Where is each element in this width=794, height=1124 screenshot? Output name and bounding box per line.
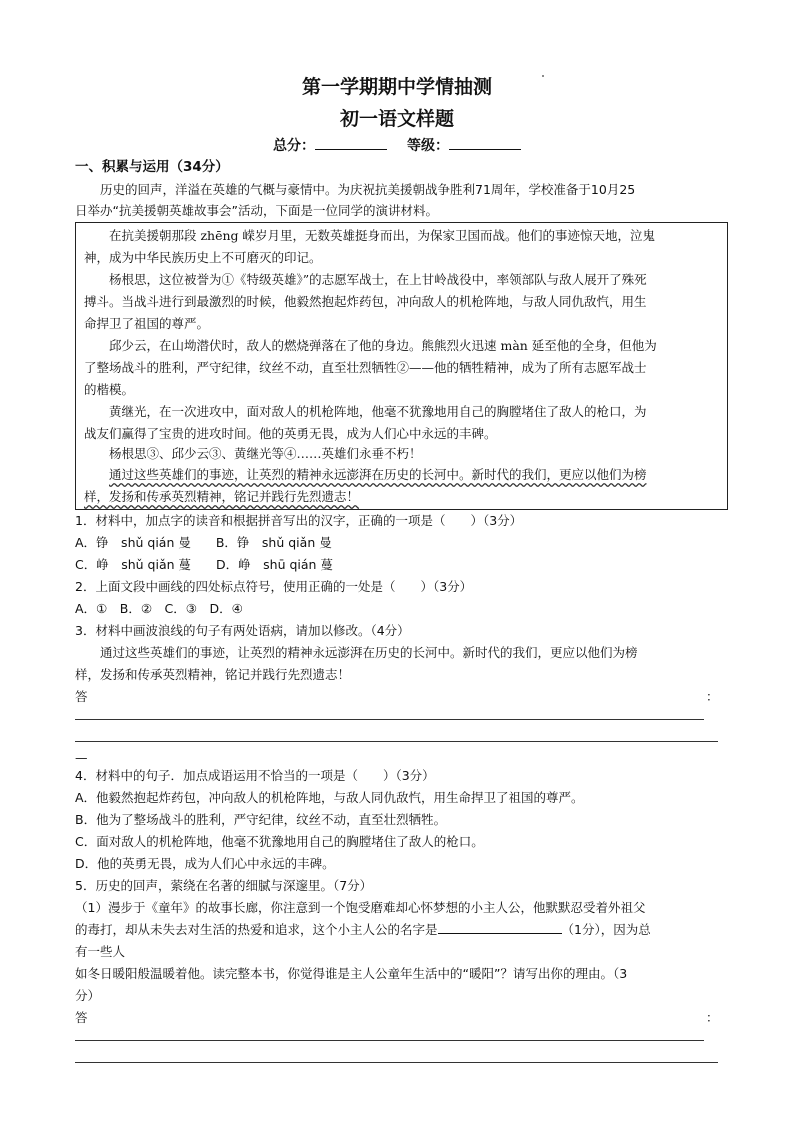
- material-line: 邱少云，在山坳潜伏时，敌人的燃烧弹落在了他的身边。熊熊烈火迅速 màn 延至他的全身，但他为: [109, 338, 657, 353]
- question-4-option-d: D．他的英勇无畏，成为人们心中永远的丰碑。: [75, 856, 335, 871]
- answer-line[interactable]: [75, 719, 704, 720]
- answer-colon: ：: [706, 689, 719, 704]
- question-5-part1-line2: [75, 920, 651, 940]
- question-2-options: A．① B．② C．③ D．④: [75, 601, 243, 616]
- material-line: 黄继光，在一次进攻中，面对敌人的机枪阵地，他毫不犹豫地用自己的胸膛堵住了敌人的枪口，为: [109, 404, 647, 419]
- question-5-part1-line3: 有一些人: [75, 944, 126, 959]
- answer-colon: ：: [706, 1010, 719, 1025]
- material-line: 的楷模。: [84, 382, 135, 397]
- question-5: 5．历史的回声，萦绕在名著的细腻与深邃里。（7分）: [75, 878, 373, 893]
- answer-line[interactable]: [75, 1040, 704, 1041]
- grade-blank[interactable]: [449, 137, 521, 150]
- question-3: 3．材料中画波浪线的句子有两处语病，请加以修改。（4分）: [75, 623, 410, 638]
- question-4-option-a: A．他毅然抱起炸药包，冲向敌人的机枪阵地，与敌人同仇敌忾，用生命捍卫了祖国的尊严。: [75, 790, 584, 805]
- material-line-wavy: 通过这些英雄们的事迹，让英烈的精神永远澎湃在历史的长河中。新时代的我们，更应以他们为榜: [109, 467, 647, 482]
- material-line: 杨根思③、邱少云③、黄继光等④……英雄们永垂不朽！: [109, 446, 422, 461]
- exam-subtitle: 初一语文样题: [339, 108, 454, 130]
- q5-text-before-blank: 的毒打，却从未失去对生活的热爱和追求，这个小主人公的名字是: [75, 922, 438, 937]
- answer-line[interactable]: [75, 741, 718, 742]
- total-score-label: 总分：: [273, 138, 315, 154]
- grade-label: 等级：: [407, 138, 449, 154]
- q5-text-after-blank: （1分），因为总: [561, 922, 651, 937]
- question-5-part1-line1: （1）漫步于《童年》的故事长廊，你注意到一个饱受磨难却心怀梦想的小主人公，他默默忍受着外祖父: [75, 900, 646, 915]
- answer-dash: —: [75, 750, 88, 765]
- material-line: 神，成为中华民族历史上不可磨灭的印记。: [84, 250, 322, 265]
- material-line: 命捍卫了祖国的尊严。: [84, 316, 210, 331]
- question-2: 2．上面文段中画线的四处标点符号，使用正确的一处是（ ）（3分）: [75, 579, 473, 594]
- material-line: 杨根思，这位被誉为①《特级英雄》”的志愿军战士，在上甘岭战役中，率领部队与敌人展开了殊死: [109, 272, 647, 287]
- question-5-part1-line4: 如冬日暖阳般温暖着他。读完整本书，你觉得谁是主人公童年生活中的“暖阳”？请写出你的理由。（3: [75, 966, 628, 981]
- intro-line-2: 日举办“抗美援朝英雄故事会”活动，下面是一位同学的演讲材料。: [75, 203, 438, 218]
- material-line: 战友们赢得了宝贵的进攻时间。他的英勇无畏，成为人们心中永远的丰碑。: [84, 426, 497, 441]
- question-1-options-ab: A．铮 shǔ qián 曼 B．铮 shǔ qiǎn 曼: [75, 535, 332, 550]
- total-score-blank[interactable]: [315, 137, 387, 150]
- exam-title: 第一学期期中学情抽测: [301, 76, 492, 98]
- answer-line[interactable]: [75, 1062, 718, 1063]
- score-line: [0, 135, 794, 155]
- section-heading: 一、积累与运用（34分）: [75, 159, 229, 175]
- question-4-option-b: B．他为了整场战斗的胜利，严守纪律，纹丝不动，直至壮烈牺牲。: [75, 812, 447, 827]
- material-line: 搏斗。当战斗进行到最激烈的时候，他毅然抱起炸药包，冲向敌人的机枪阵地，与敌人同仇敌忾，用生: [84, 294, 647, 309]
- question-1: 1．材料中，加点字的读音和根据拼音写出的汉字，正确的一项是（ ）（3分）: [75, 513, 523, 528]
- question-5-part1-line5: 分）: [75, 988, 101, 1003]
- name-fill-blank[interactable]: [438, 921, 562, 934]
- question-3-quote-2: 样，发扬和传承英烈精神，铭记并践行先烈遗志！: [75, 667, 351, 682]
- answer-label: 答: [75, 689, 88, 704]
- answer-label: 答: [75, 1010, 88, 1025]
- material-line-wavy: 样，发扬和传承英烈精神，铭记并践行先烈遗志！: [84, 489, 360, 504]
- material-line: 在抗美援朝那段 zhēng 嵘岁月里，无数英雄挺身而出，为保家卫国而战。他们的事迹惊天地，泣鬼: [109, 228, 656, 243]
- question-4-option-c: C．面对敌人的机枪阵地，他毫不犹豫地用自己的胸膛堵住了敌人的枪口。: [75, 834, 484, 849]
- question-3-quote-1: 通过这些英雄们的事迹，让英烈的精神永远澎湃在历史的长河中。新时代的我们，更应以他们为榜: [100, 645, 638, 660]
- material-box: [75, 222, 728, 510]
- material-line: 了整场战斗的胜利，严守纪律，纹丝不动，直至壮烈牺牲②——他的牺牲精神，成为了所有志愿军战士: [84, 360, 647, 375]
- intro-line-1: 历史的回声，洋溢在英雄的气概与豪情中。为庆祝抗美援朝战争胜利71周年，学校准备于10月25: [100, 182, 636, 197]
- question-4: 4．材料中的句子．加点成语运用不恰当的一项是（ ）（3分）: [75, 768, 435, 783]
- question-1-options-cd: C．峥 shǔ qiǎn 蔓 D．峥 shū qián 蔓: [75, 557, 333, 572]
